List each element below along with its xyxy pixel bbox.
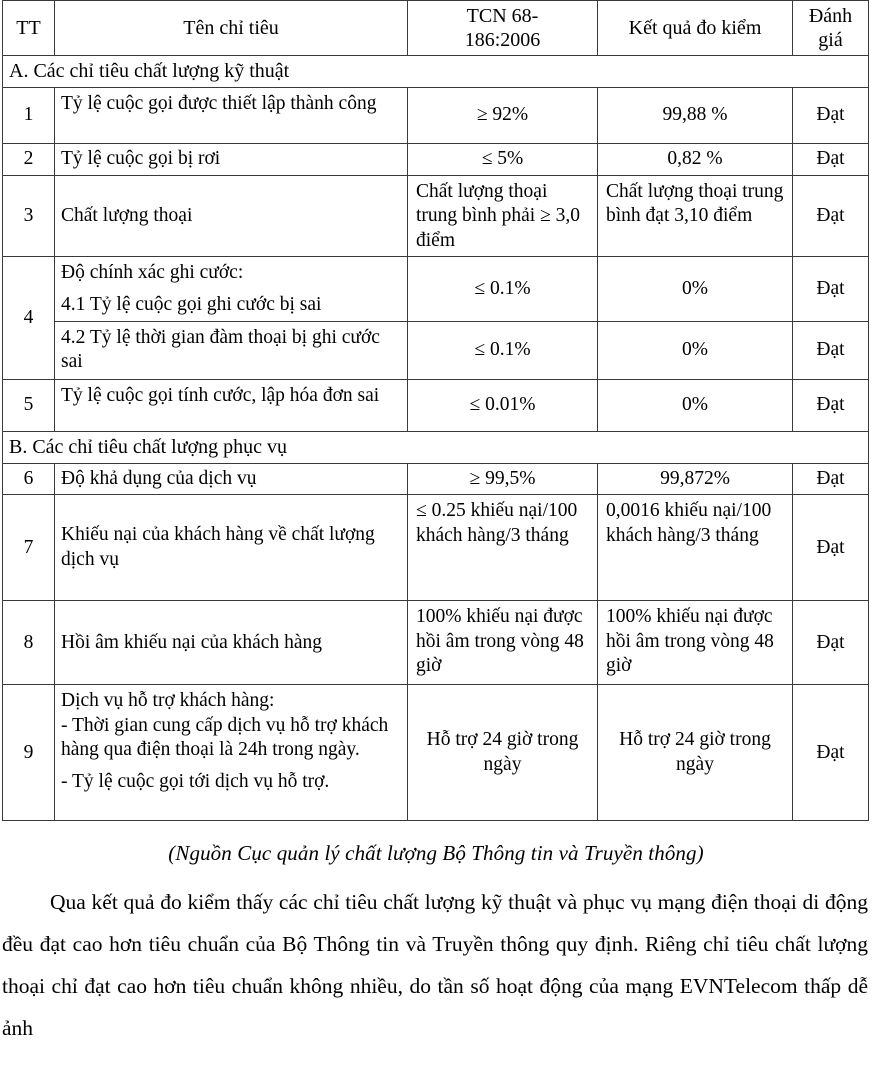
row-4-sub-1-evaluation: Đạt [793,257,869,321]
row-5-standard: ≤ 0.01% [408,379,598,431]
row-9-bullet-2: - Tỷ lệ cuộc gọi tới dịch vụ hỗ trợ. [61,771,330,792]
row-1-evaluation: Đạt [793,88,869,144]
row-8-result: 100% khiếu nại được hồi âm trong vòng 48 giờ [598,601,793,685]
row-1-indicator-name: Tỷ lệ cuộc gọi được thiết lập thành công [55,88,408,144]
table-row [3,88,869,144]
column-header-standard-line1: TCN 68- [466,5,539,27]
row-3-number: 3 [3,175,55,257]
row-5-indicator-name: Tỷ lệ cuộc gọi tính cước, lập hóa đơn sai [55,379,408,431]
row-2-result: 0,82 % [598,144,793,176]
column-header-evaluation-line1: Đánh [808,5,853,27]
row-9-indicator-name [55,685,408,821]
row-4-sub-2-name: 4.2 Tỷ lệ thời gian đàm thoại bị ghi cước sai [55,321,408,379]
row-4-sub-2-result: 0% [598,321,793,379]
row-9-evaluation: Đạt [793,685,869,821]
section-heading-a: A. Các chỉ tiêu chất lượng kỹ thuật [3,56,869,88]
row-5-result: 0% [598,379,793,431]
row-4-title: Độ chính xác ghi cước: [61,262,244,284]
row-1-standard: ≥ 92% [408,88,598,144]
row-9-standard: Hỗ trợ 24 giờ trong ngày [408,685,598,821]
row-4-sub-1-name: 4.1 Tỷ lệ cuộc gọi ghi cước bị sai [61,294,322,315]
table-row [3,321,869,379]
quality-indicators-table [2,0,869,821]
row-4-indicator-name [55,257,408,321]
row-3-standard: Chất lượng thoại trung bình phải ≥ 3,0 điểm [408,175,598,257]
column-header-evaluation-line2: giá [818,29,843,51]
table-body [3,56,869,821]
table-row [3,175,869,257]
section-heading-b: B. Các chỉ tiêu chất lượng phục vụ [3,431,869,463]
row-1-number: 1 [3,88,55,144]
row-6-number: 6 [3,463,55,495]
row-9-bullet-1: - Thời gian cung cấp dịch vụ hỗ trợ khách hàng qua điện thoại là 24h trong ngày. [61,714,389,761]
column-header-tt: TT [3,1,55,56]
row-7-indicator-name: Khiếu nại của khách hàng về chất lượng dịch vụ [55,495,408,601]
column-header-measured-result: Kết quả đo kiểm [598,1,793,56]
column-header-indicator-name: Tên chỉ tiêu [55,1,408,56]
row-6-result: 99,872% [598,463,793,495]
column-header-evaluation [793,1,869,56]
row-4-sub-1-standard: ≤ 0.1% [408,257,598,321]
table-header [3,1,869,56]
table-row [3,463,869,495]
body-paragraph-text: Qua kết quả đo kiểm thấy các chỉ tiêu chất lượng kỹ thuật và phục vụ mạng điện thoại di động đều đạt cao hơn tiêu chuẩn của Bộ Thông tin và Truyền thông quy định. Riêng chỉ tiêu chất lượng thoại chỉ đạt cao hơn tiêu chuẩn không nhiều, do tần số hoạt động của mạng EVNTelecom thấp dễ ảnh [2,890,868,1041]
row-2-indicator-name: Tỷ lệ cuộc gọi bị rơi [55,144,408,176]
table-row [3,495,869,601]
row-5-evaluation: Đạt [793,379,869,431]
column-header-standard [408,1,598,56]
table-row [3,685,869,821]
row-7-result: 0,0016 khiếu nại/100 khách hàng/3 tháng [598,495,793,601]
section-row-a [3,56,869,88]
row-7-standard: ≤ 0.25 khiếu nại/100 khách hàng/3 tháng [408,495,598,601]
table-row [3,379,869,431]
row-5-number: 5 [3,379,55,431]
row-2-evaluation: Đạt [793,144,869,176]
row-4-number: 4 [3,257,55,379]
table-header-row [3,1,869,56]
row-4-sub-1-result: 0% [598,257,793,321]
row-3-evaluation: Đạt [793,175,869,257]
row-8-evaluation: Đạt [793,601,869,685]
row-3-result: Chất lượng thoại trung bình đạt 3,10 điểm [598,175,793,257]
row-6-standard: ≥ 99,5% [408,463,598,495]
section-row-b [3,431,869,463]
row-9-title: Dịch vụ hỗ trợ khách hàng: [61,690,275,712]
table-row [3,601,869,685]
body-paragraph [0,882,872,1050]
table-row [3,144,869,176]
table-source-caption: (Nguồn Cục quản lý chất lượng Bộ Thông tin và Truyền thông) [168,841,704,866]
row-2-standard: ≤ 5% [408,144,598,176]
row-7-number: 7 [3,495,55,601]
row-2-number: 2 [3,144,55,176]
row-3-indicator-name: Chất lượng thoại [55,175,408,257]
row-8-standard: 100% khiếu nại được hồi âm trong vòng 48 giờ [408,601,598,685]
row-8-number: 8 [3,601,55,685]
row-8-indicator-name: Hồi âm khiếu nại của khách hàng [55,601,408,685]
row-7-evaluation: Đạt [793,495,869,601]
column-header-standard-line2: 186:2006 [464,29,541,51]
row-9-result: Hỗ trợ 24 giờ trong ngày [598,685,793,821]
row-4-sub-2-evaluation: Đạt [793,321,869,379]
row-9-number: 9 [3,685,55,821]
row-1-result: 99,88 % [598,88,793,144]
row-4-sub-2-standard: ≤ 0.1% [408,321,598,379]
row-6-evaluation: Đạt [793,463,869,495]
table-row [3,257,869,321]
row-6-indicator-name: Độ khả dụng của dịch vụ [55,463,408,495]
